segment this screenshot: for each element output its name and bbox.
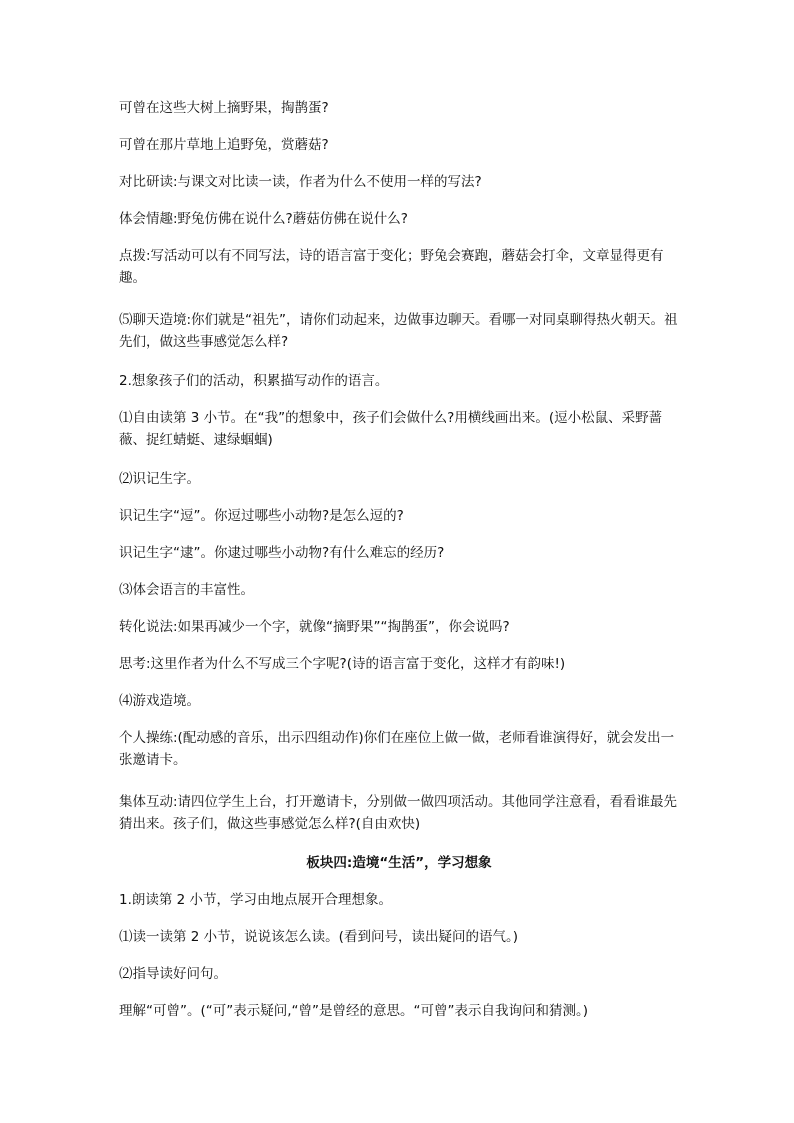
paragraph-21: 理解“可曾”。(“可”表示疑问,“曾”是曾经的意思。“可曾”表示自我询问和猜测。): [119, 1003, 589, 1019]
paragraph-2: 可曾在那片草地上追野兔，赏蘑菇?: [119, 137, 329, 153]
paragraph-20: ⑵指导读好问句。: [119, 966, 227, 982]
paragraph-10: 识记生字“逗”。你逗过哪些小动物?是怎么逗的?: [119, 508, 404, 524]
paragraph-4: 体会情趣:野兔仿佛在说什么?蘑菇仿佛在说什么?: [119, 211, 408, 227]
paragraph-3: 对比研读:与课文对比读一读，作者为什么不使用一样的写法?: [119, 174, 482, 190]
paragraph-6: ⑸聊天造境:你们就是“祖先”，请你们动起来，边做事边聊天。看哪一对同桌聊得热火朝天。祖先们，做这些事感觉怎么样?: [119, 312, 678, 350]
paragraph-17: 集体互动:请四位学生上台，打开邀请卡，分别做一做四项活动。其他同学注意看，看看谁最先猜出来。孩子们，做这些事感觉怎么样?(自由欢快): [119, 794, 678, 832]
paragraph-7: 2.想象孩子们的活动，积累描写动作的语言。: [119, 373, 389, 389]
paragraph-16: 个人操练:(配动感的音乐，出示四组动作)你们在座位上做一做，老师看谁演得好，就会发出一张邀请卡。: [119, 730, 675, 768]
paragraph-11: 识记生字“逮”。你逮过哪些小动物?有什么难忘的经历?: [119, 545, 445, 561]
paragraph-15: ⑷游戏造境。: [119, 693, 200, 709]
section-heading: 板块四:造境“生活”，学习想象: [306, 855, 492, 871]
paragraph-14: 思考:这里作者为什么不写成三个字呢?(诗的语言富于变化，这样才有韵味!): [119, 656, 566, 672]
paragraph-12: ⑶体会语言的丰富性。: [119, 582, 254, 598]
paragraph-18: 1.朗读第 2 小节，学习由地点展开合理想象。: [119, 892, 393, 908]
paragraph-5: 点拨:写活动可以有不同写法，诗的语言富于变化；野兔会赛跑，蘑菇会打伞，文章显得更有趣。: [119, 248, 664, 286]
paragraph-8: ⑴自由读第 3 小节。在“我”的想象中，孩子们会做什么?用横线画出来。(逗小松鼠、采野蔷薇、捉红蜻蜓、逮绿蝈蝈): [119, 410, 663, 448]
paragraph-9: ⑵识记生字。: [119, 471, 200, 487]
paragraph-19: ⑴读一读第 2 小节，说说该怎么读。(看到问号，读出疑问的语气。): [119, 929, 518, 945]
paragraph-13: 转化说法:如果再减少一个字，就像“摘野果”“掏鹊蛋”，你会说吗?: [119, 619, 510, 635]
paragraph-1: 可曾在这些大树上摘野果，掏鹊蛋?: [119, 100, 329, 116]
